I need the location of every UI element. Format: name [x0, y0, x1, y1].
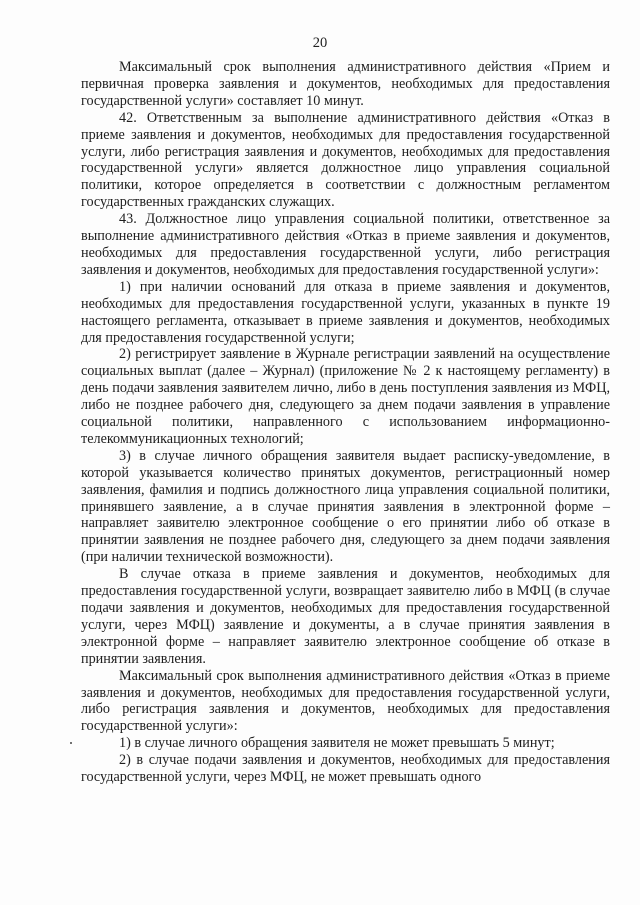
scan-speck — [70, 742, 72, 744]
paragraph: 3) в случае личного обращения заявителя выдает расписку-уведомление, в которой указывается количество принятых документов, регистрационный номер заявления, фамилия и подпись должностного лица управления социальной политики, принявшего заявление, а в случае принятия заявления в электронной форме – направляет заявителю электронное сообщение о его принятии либо об отказе в принятии заявления не позднее рабочего дня, следующего за днем подачи заявления (при наличии технической возможности). — [81, 447, 610, 566]
paragraph: 2) регистрирует заявление в Журнале регистрации заявлений на осуществление социальных выплат (далее – Журнал) (приложение № 2 к настоящему регламенту) в день подачи заявления заявителем лично, либо в день поступления заявления из МФЦ, либо не позднее рабочего дня, следующего за днем подачи заявления в управление социальной политики, направленного с использованием информационно-телекоммуникационных технологий; — [81, 346, 610, 447]
paragraph-last: 2) в случае подачи заявления и документов, необходимых для предоставления государственной услуги, через МФЦ, не может превышать одного — [81, 752, 610, 786]
paragraph: 1) при наличии оснований для отказа в приеме заявления и документов, необходимых для предоставления государственной услуги, указанных в пункте 19 настоящего регламента, отказывает в приеме заявления и документов, необходимых для предоставления государственной услуги; — [81, 278, 610, 346]
paragraph: Максимальный срок выполнения административного действия «Прием и первичная проверка заявления и документов, необходимых для предоставления государственной услуги» составляет 10 минут. — [81, 59, 610, 109]
paragraph: Максимальный срок выполнения административного действия «Отказ в приеме заявления и документов, необходимых для предоставления государственной услуги, либо регистрация заявления и документов, необходимых для предоставления государственной услуги»: — [81, 667, 610, 735]
paragraph: В случае отказа в приеме заявления и документов, необходимых для предоставления государственной услуги, возвращает заявителю либо в МФЦ (в случае подачи заявления и документов, необходимых для предоставления государственной услуги, через МФЦ) заявление и документы, а в случае принятия заявления в электронной форме – направляет заявителю электронное сообщение об отказе в принятии заявления. — [81, 566, 610, 667]
paragraph: 1) в случае личного обращения заявителя не может превышать 5 минут; — [119, 735, 555, 752]
page-number: 20 — [312, 35, 328, 51]
page-body — [81, 59, 610, 786]
paragraph: 42. Ответственным за выполнение административного действия «Отказ в приеме заявления и документов, необходимых для предоставления государственной услуги, либо регистрация заявления и документов, необходимых для предоставления государственной услуги» является должностное лицо управления социальной политики, которое определяется в соответствии с должностным регламентом государственных гражданских служащих. — [81, 109, 610, 211]
paragraph: 43. Должностное лицо управления социальной политики, ответственное за выполнение административного действия «Отказ в приеме заявления и документов, необходимых для предоставления государственной услуги, либо регистрация заявления и документов, необходимых для предоставления государственной услуги»: — [81, 211, 610, 278]
